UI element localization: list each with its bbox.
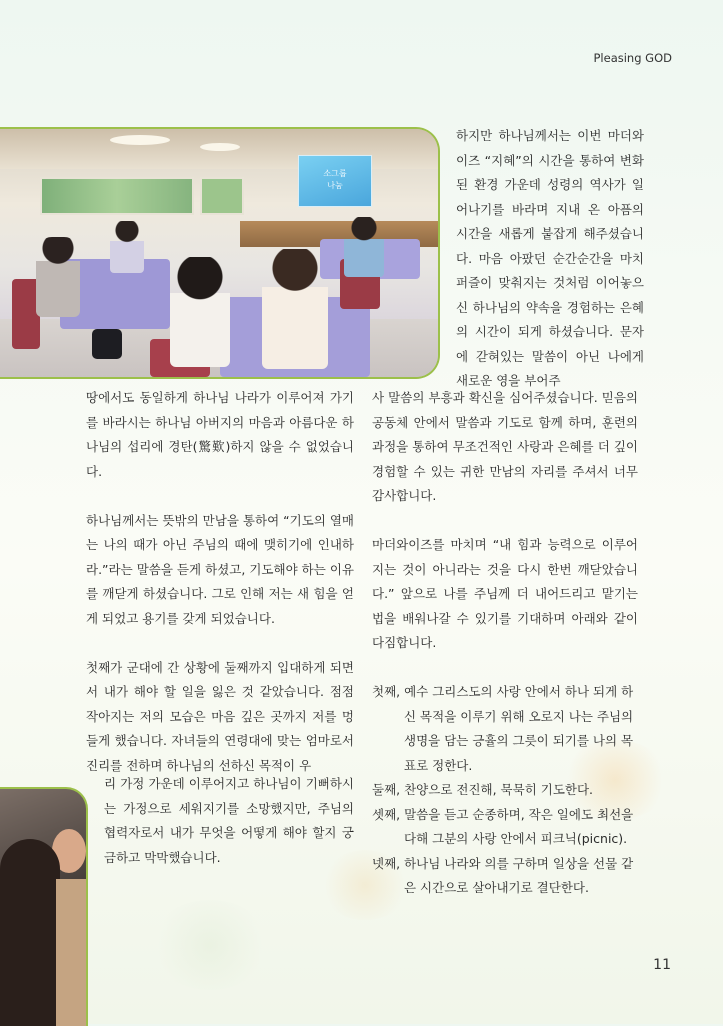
paragraph: 땅에서도 동일하게 하나님 나라가 이루어져 가기를 바라시는 하나님 아버지의 마음과 아름다운 하나님의 섭리에 경탄(驚歎)하지 않을 수 없었습니다. — [86, 390, 354, 479]
person — [170, 257, 230, 367]
resolution-list — [372, 680, 638, 901]
window-wall — [200, 177, 244, 215]
paragraph: 리 가정 가운데 이루어지고 하나님이 기뻐하시는 가정으로 세워지기를 소망했지만, 주님의 협력자로서 내가 무엇을 어떻게 해야 할지 궁금하고 막막했습니다. — [104, 776, 354, 865]
resolution-item: 첫째, 예수 그리스도의 사랑 안에서 하나 되게 하 신 목적을 이루기 위해 오로지 나는 주님의 생명을 담는 긍휼의 그릇이 되기를 나의 목 표로 정한다. — [372, 684, 634, 773]
right-top-paragraph: 하지만 하나님께서는 이번 마더와이즈 “지혜”의 시간을 통하여 변화된 환경 가운데 성령의 역사가 일어나기를 바라며 지내 온 아픔의 시간을 새롭게 붙잡게 해주셨습니다. 마음 아팠던 순간순간을 마치 퍼즐이 맞춰지는 것처럼 이어놓으신 하나님의 약속을 경험하는 은혜의 시간이 되게 하셨습니다. 문자에 갇혀있는 말씀이 아닌 나에게 새로운 영을 부어주 — [456, 128, 644, 388]
person — [36, 237, 80, 317]
ceiling-light — [200, 143, 240, 151]
person — [344, 217, 384, 277]
group-gathering-photo — [0, 127, 440, 379]
window-wall — [40, 177, 194, 215]
left-column — [86, 386, 354, 778]
background-flower — [150, 900, 270, 990]
paragraph: 하나님께서는 뜻밖의 만남을 통하여 “기도의 열매는 나의 때가 아닌 주님의 때에 맺히기에 인내하라.”라는 말씀을 듣게 하셨고, 기도해야 하는 이유를 깨닫게 하셨습니다. 그로 인해 저는 새 힘을 얻게 되었고 용기를 갖게 되었습니다. — [86, 512, 354, 626]
person-hair — [0, 839, 60, 1026]
paragraph: 첫째가 군대에 간 상황에 둘째까지 입대하게 되면서 내가 해야 할 일을 잃은 것 같았습니다. 점점 작아지는 저의 모습은 마음 깊은 곳까지 저를 멍들게 했습니다. 자녀들의 연령대에 맞는 엄마로서 진리를 전하며 하나님의 선하신 목적이 우 — [86, 659, 354, 773]
paragraph: 사 말씀의 부흥과 확신을 심어주셨습니다. 믿음의 공동체 안에서 말씀과 기도로 함께 하며, 훈련의 과정을 통하여 무조건적인 사랑과 은혜를 더 깊이 경험할 수 있는 귀한 만남의 자리를 주셔서 너무 감사합니다. — [372, 390, 638, 503]
right-column — [372, 386, 638, 901]
handbag — [92, 329, 122, 359]
left-column-continued — [104, 772, 354, 870]
resolution-item: 셋째, 말씀을 듣고 순종하며, 작은 일에도 최선을 다해 그분의 사랑 안에서 피크닉(picnic). — [372, 806, 634, 846]
person-shoulder — [56, 879, 86, 1026]
side-portrait-photo — [0, 787, 88, 1026]
person — [110, 221, 144, 273]
resolution-item: 둘째, 찬양으로 전진해, 묵묵히 기도한다. — [372, 782, 594, 797]
person — [262, 249, 328, 369]
ceiling-light — [110, 135, 170, 145]
paragraph: 마더와이즈를 마치며 “내 힘과 능력으로 이루어지는 것이 아니라는 것을 다시 한번 깨닫았습니다.” 앞으로 나를 주님께 더 내어드리고 맡기는 법을 배워나갈 수 있기를 기대하며 아래와 같이 다짐합니다. — [372, 537, 638, 650]
stage-screen: 소그룹 나눔 — [298, 155, 372, 207]
resolution-item: 넷째, 하나님 나라와 의를 구하며 일상을 선물 같 은 시간으로 살아내기로 결단한다. — [372, 855, 634, 895]
section-title: Pleasing GOD — [593, 51, 672, 65]
page-number: 11 — [653, 957, 671, 973]
